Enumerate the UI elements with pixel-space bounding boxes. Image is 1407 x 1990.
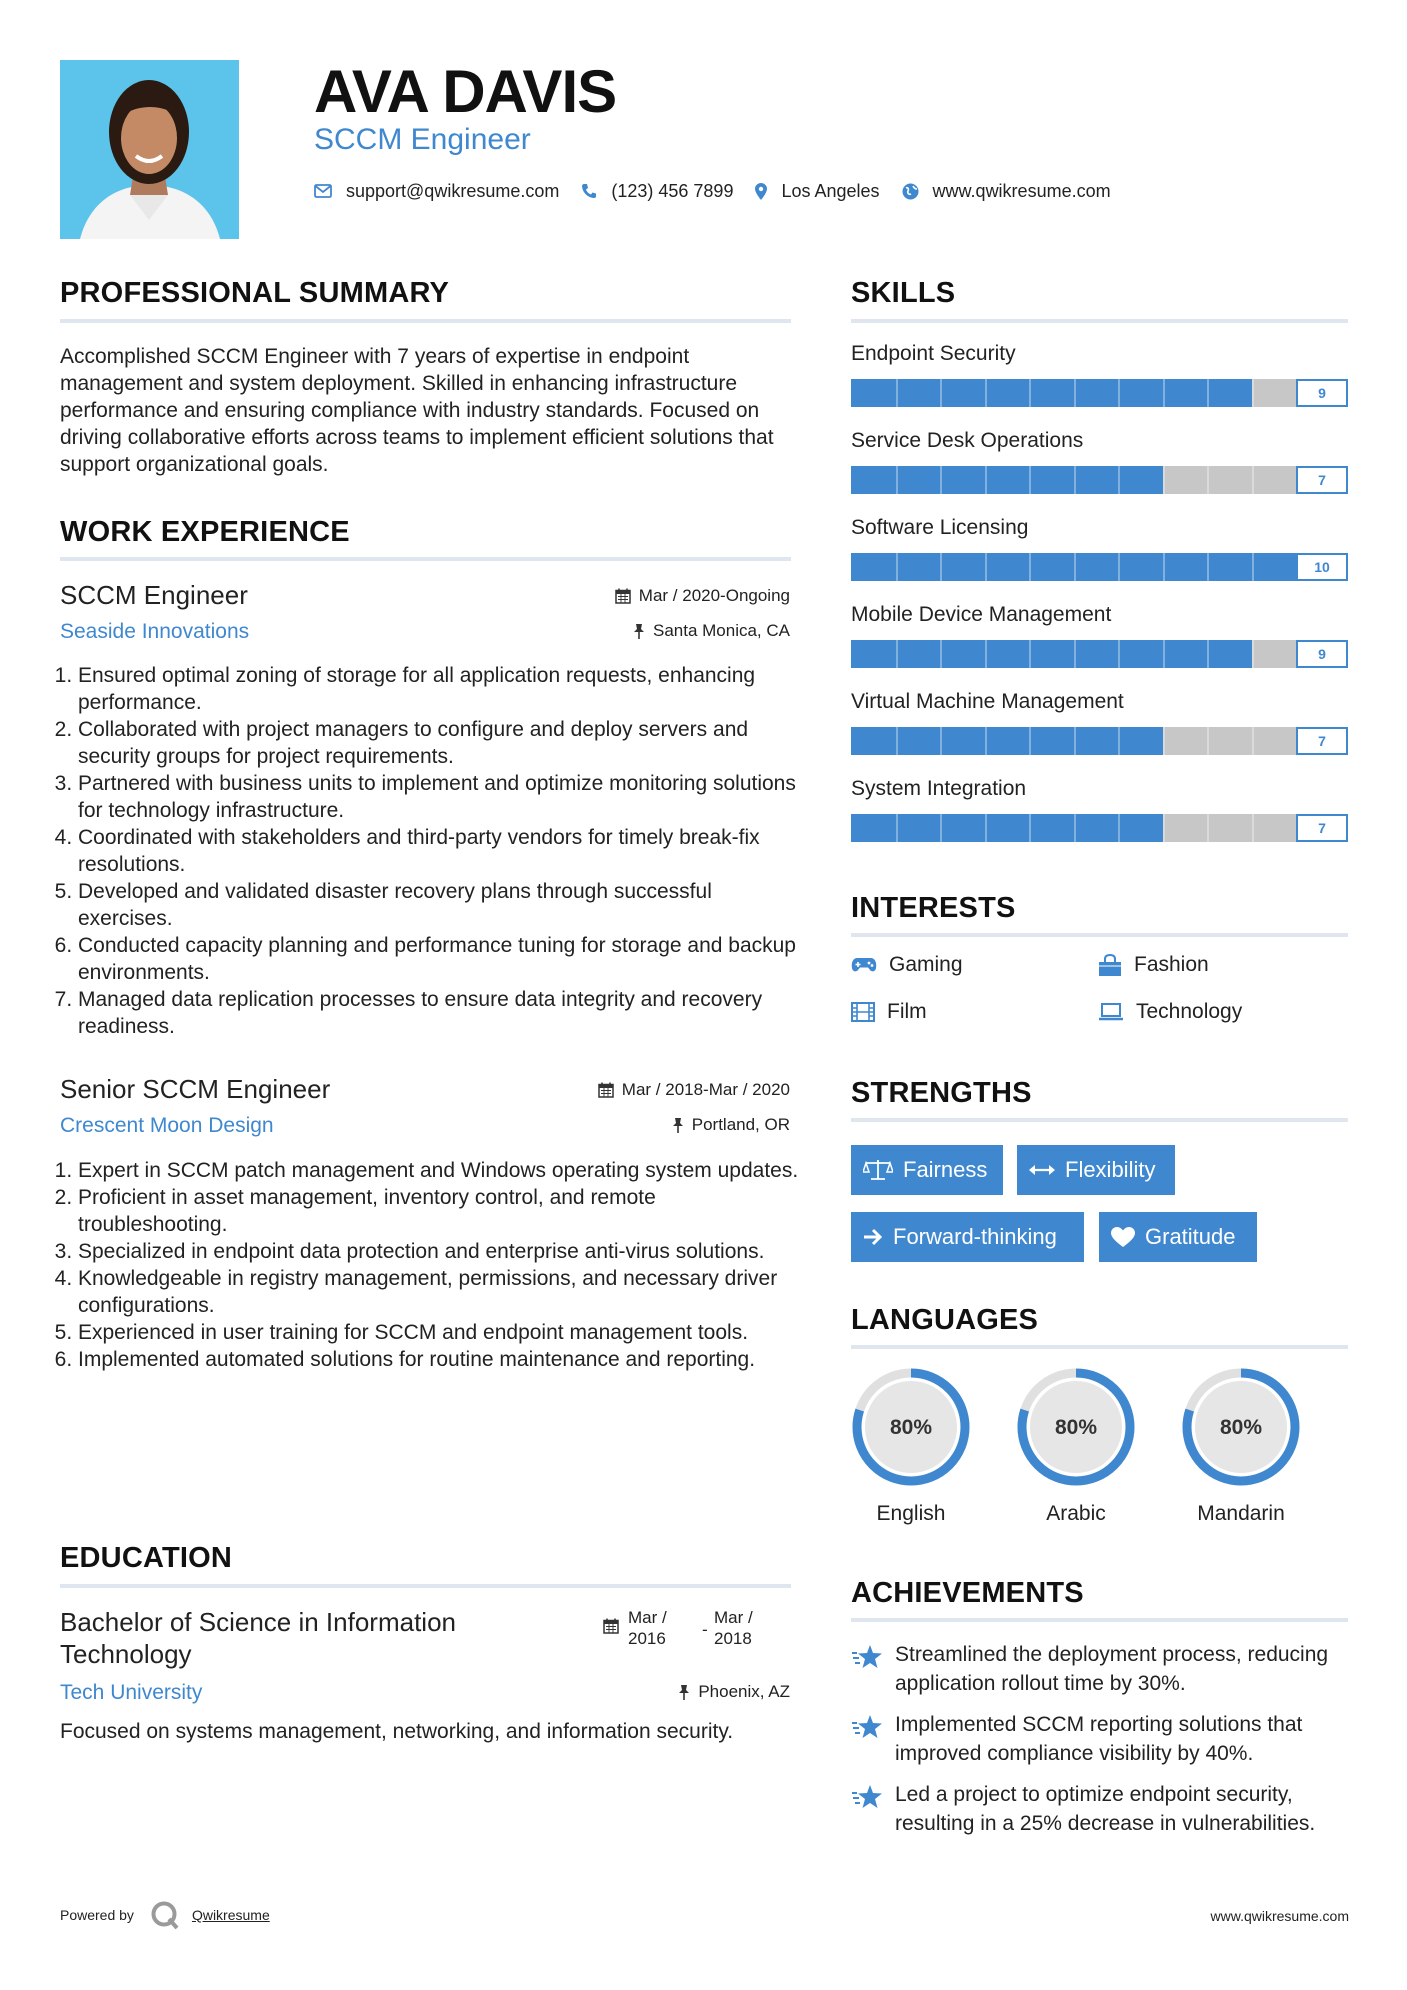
skill-bar-segment: [1252, 379, 1254, 407]
skill-bar-segment: [1163, 814, 1165, 842]
language-name: Mandarin: [1197, 1502, 1285, 1525]
job-1-responsibilities: [60, 662, 809, 1040]
job-1-date: [490, 586, 790, 606]
achievement-item: [851, 1640, 1348, 1698]
education-heading: EDUCATION: [60, 1542, 233, 1574]
achievement-text: Implemented SCCM reporting solutions that improved compliance visibility by 40%.: [895, 1713, 1303, 1765]
language-donut: [849, 1365, 973, 1489]
film-icon: [851, 1002, 875, 1022]
powered-by-label: Powered by: [60, 1907, 134, 1923]
skill-bar-segment: [1029, 553, 1031, 581]
skill-bar-segment: [1118, 379, 1120, 407]
star-icon: [851, 1784, 883, 1810]
skill-bar-segment: [985, 379, 987, 407]
skill-bar-fill: [851, 640, 1252, 668]
achievements-divider: [851, 1618, 1348, 1622]
skill-bar: [851, 466, 1348, 494]
skill-value: 9: [1296, 640, 1348, 668]
skill-bar-segment: [896, 379, 898, 407]
languages-heading: LANGUAGES: [851, 1304, 1039, 1336]
job-2-location-text: Portland, OR: [691, 1115, 790, 1134]
education-description: Focused on systems management, networking, and information security.: [60, 1720, 734, 1743]
skill-value: 7: [1296, 814, 1348, 842]
job-2-responsibilities: [60, 1157, 809, 1373]
skill-bar-segment: [940, 727, 942, 755]
language-percent: 80%: [889, 1416, 933, 1439]
skill-value: 7: [1296, 466, 1348, 494]
skill-bar-segment: [1163, 640, 1165, 668]
languages-divider: [851, 1345, 1348, 1349]
pushpin-icon: [633, 623, 645, 639]
skill-value: 10: [1296, 553, 1348, 581]
email-text: support@qwikresume.com: [346, 180, 560, 201]
strength-gratitude: [1099, 1212, 1257, 1262]
list-item: 2. Proficient in asset management, inventory control, and remote troubleshooting.: [78, 1184, 809, 1238]
strength-label: Flexibility: [1065, 1157, 1156, 1182]
strengths-heading: STRENGTHS: [851, 1077, 1032, 1109]
location-text: Los Angeles: [781, 180, 880, 201]
skill-bar-segment: [1207, 640, 1209, 668]
skill-bar-segment: [1252, 727, 1254, 755]
skill-value: 9: [1296, 379, 1348, 407]
language-percent: 80%: [1219, 1416, 1263, 1439]
summary-text: Accomplished SCCM Engineer with 7 years of expertise in endpoint management and system deployment. Skilled in enhancing infrastructure performance and ensuring compliance with industry standards. Focused on driving collaborative efforts across teams to implement efficient solutions that support organizational goals.: [60, 345, 774, 476]
achievement-text: Led a project to optimize endpoint security, resulting in a 25% decrease in vulnerabilities.: [895, 1783, 1316, 1835]
language-donut: [1179, 1365, 1303, 1489]
skill-bar-segment: [1163, 379, 1165, 407]
skill-bar-segment: [1074, 727, 1076, 755]
job-2-location: [490, 1115, 790, 1135]
map-pin-icon: [755, 183, 767, 200]
interest-label: Fashion: [1134, 953, 1209, 976]
skill-bar-segment: [1029, 379, 1031, 407]
skill-bar-segment: [896, 727, 898, 755]
calendar-icon: [598, 1082, 614, 1098]
skill-bar: [851, 727, 1348, 755]
calendar-icon: [603, 1618, 619, 1634]
avatar-image: [60, 60, 239, 239]
skill-bar-segment: [1118, 727, 1120, 755]
profile-photo: [60, 60, 239, 239]
job-1-location: [490, 621, 790, 641]
skill-bar-segment: [940, 640, 942, 668]
languages-list: [849, 1365, 1349, 1535]
skill-item: [851, 775, 1348, 862]
education-location: [490, 1682, 790, 1702]
phone-icon: [581, 183, 597, 199]
skill-bar-segment: [1163, 466, 1165, 494]
job-2-title: Senior SCCM Engineer: [60, 1074, 331, 1104]
arrow-right-icon: [863, 1228, 883, 1246]
job-1-date-text: Mar / 2020-Ongoing: [638, 586, 790, 605]
experience-divider: [60, 557, 791, 561]
list-item: 1. Ensured optimal zoning of storage for all application requests, enhancing performance.: [78, 662, 809, 716]
education-date-end: Mar / 2018: [714, 1608, 753, 1648]
skill-name: Mobile Device Management: [851, 603, 1112, 626]
balance-scale-icon: [863, 1159, 893, 1181]
interest-label: Gaming: [889, 953, 963, 976]
skill-bar-segment: [1207, 727, 1209, 755]
language-item: [1179, 1365, 1303, 1526]
achievements-list: [851, 1640, 1348, 1838]
calendar-icon: [615, 588, 631, 604]
qwikresume-link[interactable]: Qwikresume: [191, 1907, 270, 1923]
skill-bar-segment: [896, 814, 898, 842]
skill-bar-segment: [1074, 379, 1076, 407]
summary-divider: [60, 319, 791, 323]
skill-bar-segment: [940, 466, 942, 494]
language-item: [849, 1365, 973, 1526]
skill-bar-segment: [1252, 553, 1254, 581]
skill-bar-segment: [1207, 466, 1209, 494]
skill-bar-segment: [985, 727, 987, 755]
interest-fashion: [1098, 953, 1209, 977]
education-degree: Bachelor of Science in Information Technology: [60, 1607, 456, 1669]
interest-gaming: [851, 953, 963, 977]
skill-item: [851, 427, 1348, 514]
skill-bar-segment: [896, 553, 898, 581]
list-item: 7. Managed data replication processes to ensure data integrity and recovery readiness.: [78, 986, 809, 1040]
arrows-horizontal-icon: [1029, 1164, 1055, 1176]
skill-bar-segment: [1029, 640, 1031, 668]
skill-bar-segment: [1029, 466, 1031, 494]
skill-bar-fill: [851, 379, 1252, 407]
skill-bar: [851, 379, 1348, 407]
candidate-name: AVA DAVIS: [314, 58, 617, 125]
skill-name: System Integration: [851, 777, 1027, 800]
heart-icon: [1111, 1227, 1135, 1248]
skill-value: 7: [1296, 727, 1348, 755]
skill-bar-segment: [1118, 814, 1120, 842]
skill-name: Virtual Machine Management: [851, 690, 1124, 713]
skill-item: [851, 688, 1348, 775]
language-donut: [1014, 1365, 1138, 1489]
achievements-heading: ACHIEVEMENTS: [851, 1577, 1084, 1609]
pushpin-icon: [678, 1684, 690, 1700]
job-1-title: SCCM Engineer: [60, 580, 248, 610]
list-item: 6. Implemented automated solutions for routine maintenance and reporting.: [78, 1346, 809, 1373]
contact-location: [755, 181, 879, 202]
list-item: 4. Coordinated with stakeholders and third-party vendors for timely break-fix resolutions.: [78, 824, 809, 878]
list-item: 6. Conducted capacity planning and performance tuning for storage and backup environments.: [78, 932, 809, 986]
job-2-date-text: Mar / 2018-Mar / 2020: [621, 1080, 790, 1099]
globe-icon: [902, 183, 919, 200]
skill-bar-segment: [1207, 379, 1209, 407]
language-name: Arabic: [1046, 1502, 1106, 1525]
strength-label: Gratitude: [1145, 1224, 1236, 1249]
language-item: [1014, 1365, 1138, 1526]
strength-forward-thinking: [851, 1212, 1084, 1262]
skill-bar-segment: [1252, 814, 1254, 842]
skill-bar-segment: [1074, 553, 1076, 581]
skill-bar-segment: [940, 379, 942, 407]
interest-film: [851, 1000, 927, 1024]
skill-bar-segment: [940, 814, 942, 842]
job-1-location-text: Santa Monica, CA: [652, 621, 790, 640]
interest-label: Film: [887, 1000, 927, 1023]
language-name: English: [876, 1502, 946, 1525]
summary-heading: PROFESSIONAL SUMMARY: [60, 277, 450, 309]
list-item: 5. Experienced in user training for SCCM and endpoint management tools.: [78, 1319, 809, 1346]
qwikresume-logo-icon: [150, 1900, 180, 1930]
candidate-title: SCCM Engineer: [314, 123, 531, 156]
footer-site[interactable]: www.qwikresume.com: [1210, 1908, 1349, 1924]
interests-heading: INTERESTS: [851, 892, 1016, 924]
strength-fairness: [851, 1145, 1003, 1195]
education-location-text: Phoenix, AZ: [698, 1682, 790, 1701]
list-item: 3. Partnered with business units to implement and optimize monitoring solutions for technology infrastructure.: [78, 770, 809, 824]
skill-item: [851, 340, 1348, 427]
interest-label: Technology: [1136, 1000, 1243, 1023]
strength-label: Forward-thinking: [893, 1224, 1057, 1249]
footer-powered-by: [60, 1900, 270, 1930]
skills-heading: SKILLS: [851, 277, 956, 309]
skill-name: Service Desk Operations: [851, 429, 1084, 452]
job-1-company: Seaside Innovations: [60, 620, 250, 643]
skill-name: Software Licensing: [851, 516, 1029, 539]
experience-heading: WORK EXPERIENCE: [60, 516, 350, 548]
skills-divider: [851, 319, 1348, 323]
job-2-company: Crescent Moon Design: [60, 1114, 274, 1137]
contact-row: [314, 176, 1133, 206]
shopping-bag-icon: [1098, 954, 1122, 976]
achievement-item: [851, 1780, 1348, 1838]
education-date-start: Mar / 2016: [628, 1608, 667, 1648]
skill-bar-segment: [1118, 553, 1120, 581]
skill-bar-segment: [985, 814, 987, 842]
skill-bar-segment: [1252, 640, 1254, 668]
skill-bar-segment: [1074, 640, 1076, 668]
skill-item: [851, 601, 1348, 688]
skill-bar: [851, 640, 1348, 668]
interests-divider: [851, 933, 1348, 937]
skill-item: [851, 514, 1348, 601]
job-2-date: [490, 1080, 790, 1100]
skill-bar-segment: [985, 466, 987, 494]
gamepad-icon: [851, 957, 877, 973]
skill-bar-segment: [896, 466, 898, 494]
star-icon: [851, 1644, 883, 1670]
skill-bar-segment: [1074, 466, 1076, 494]
list-item: 3. Specialized in endpoint data protection and enterprise anti-virus solutions.: [78, 1238, 809, 1265]
skill-bar-segment: [1207, 814, 1209, 842]
skill-bar-segment: [896, 640, 898, 668]
list-item: 5. Developed and validated disaster recovery plans through successful exercises.: [78, 878, 809, 932]
skill-bar-fill: [851, 553, 1348, 581]
achievement-text: Streamlined the deployment process, reducing application rollout time by 30%.: [895, 1643, 1329, 1695]
skill-bar-segment: [1029, 814, 1031, 842]
star-icon: [851, 1714, 883, 1740]
skill-bar: [851, 814, 1348, 842]
education-date-separator: -: [702, 1620, 708, 1639]
interest-technology: [1098, 1000, 1242, 1024]
envelope-icon: [314, 184, 332, 198]
contact-phone[interactable]: [581, 181, 733, 202]
skill-bar-segment: [1074, 814, 1076, 842]
skill-bar: [851, 553, 1348, 581]
strength-flexibility: [1017, 1145, 1175, 1195]
skill-bar-segment: [1207, 553, 1209, 581]
website-text: www.qwikresume.com: [932, 180, 1111, 201]
strengths-divider: [851, 1118, 1348, 1122]
list-item: 4. Knowledgeable in registry management, permissions, and necessary driver configurations.: [78, 1265, 809, 1319]
skill-bar-segment: [1252, 466, 1254, 494]
skill-bar-segment: [985, 640, 987, 668]
skill-bar-segment: [1029, 727, 1031, 755]
skill-bar-segment: [1163, 727, 1165, 755]
skill-name: Endpoint Security: [851, 342, 1016, 365]
skill-bar-segment: [1163, 553, 1165, 581]
laptop-icon: [1098, 1003, 1124, 1021]
skills-list: [851, 340, 1348, 862]
skill-bar-segment: [940, 553, 942, 581]
list-item: 1. Expert in SCCM patch management and Windows operating system updates.: [78, 1157, 809, 1184]
list-item: 2. Collaborated with project managers to configure and deploy servers and security groups for project requirements.: [78, 716, 809, 770]
skill-bar-segment: [985, 553, 987, 581]
skill-bar-segment: [1118, 466, 1120, 494]
phone-text: (123) 456 7899: [611, 180, 734, 201]
education-divider: [60, 1584, 791, 1588]
contact-website[interactable]: [902, 181, 1111, 202]
education-dates: [603, 1607, 768, 1649]
language-percent: 80%: [1054, 1416, 1098, 1439]
education-school: Tech University: [60, 1681, 203, 1704]
strength-label: Fairness: [903, 1157, 988, 1182]
achievement-item: [851, 1710, 1348, 1768]
skill-bar-segment: [1118, 640, 1120, 668]
pushpin-icon: [672, 1117, 684, 1133]
contact-email[interactable]: [314, 181, 559, 202]
